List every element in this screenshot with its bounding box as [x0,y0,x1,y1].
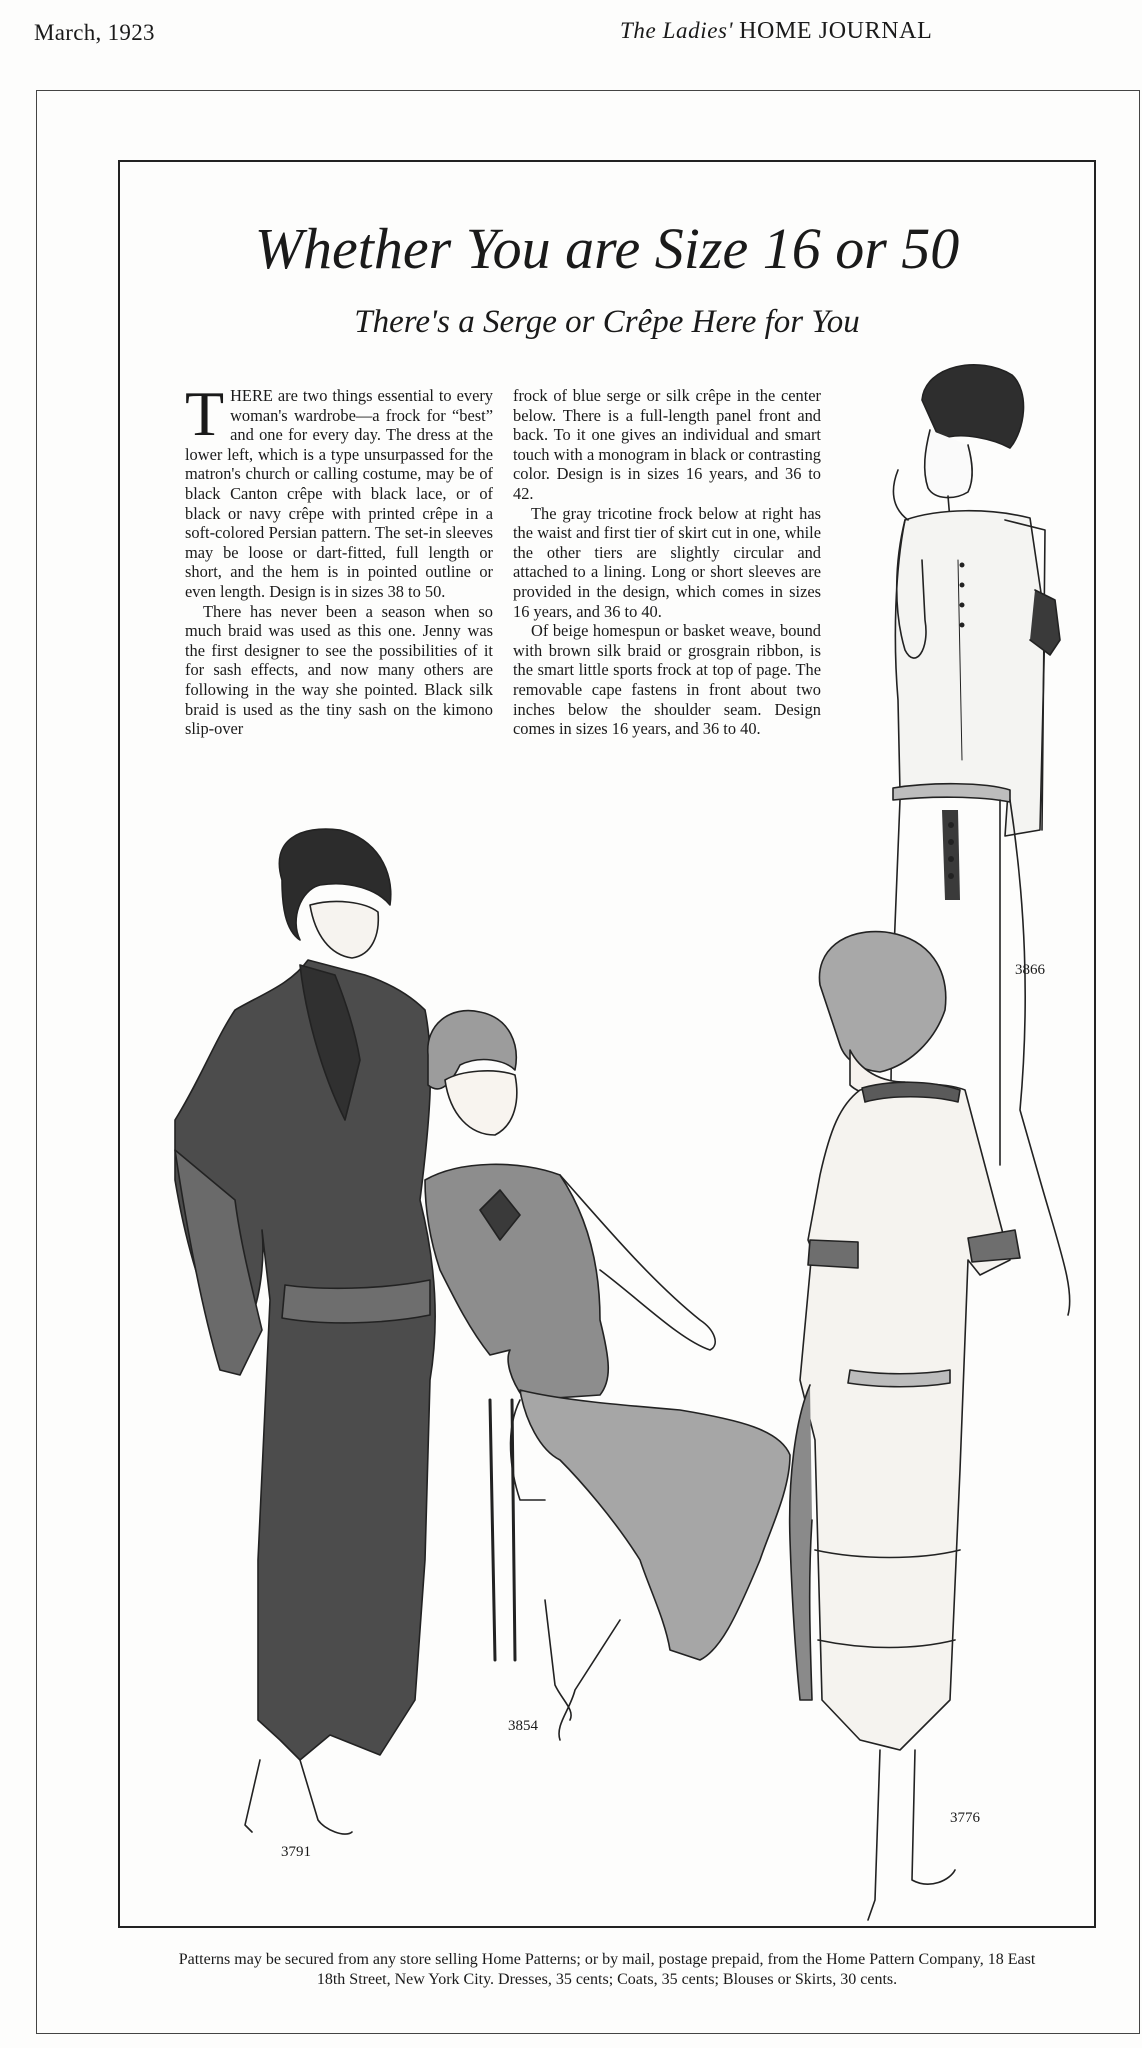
paragraph-text: HERE are two things essential to every woman's wardrobe—a frock for “best” and one for every day. The dress at the lower left, which is a type unsurpassed for the matron's church or calling costume, may be of black Canton crêpe with black lace, or of black or navy crêpe with printed crêpe in a soft-colored Persian pattern. The set-in sleeves may be loose or dart-fitted, full length or short, and the hem is in pointed outline or even length. Design is in sizes 38 to 50. [185,386,493,601]
figure-3776 [790,932,1020,1920]
footer-line-2: 18th Street, New York City. Dresses, 35 cents; Coats, 35 cents; Blouses or Skirts, 30 cents. [316,1971,898,1988]
pattern-number-3866: 3866 [1015,962,1045,978]
magazine-title-script: The Ladies' [620,18,734,43]
article-headline: Whether You are Size 16 or 50 [254,216,960,281]
pattern-number-3791: 3791 [281,1844,311,1860]
paragraph: There has never been a season when so much braid was used as this one. Jenny was the first designer to see the possibilities of it for sash effects, and now many others are following in the way she pointed. Black silk braid is used as the tiny sash on the kimono slip-over [185,601,493,739]
figure-3854 [425,1011,790,1740]
article-column-right [513,386,821,739]
figure-3791 [175,829,435,1834]
drop-cap: T [185,378,225,449]
issue-date: March, 1923 [34,20,155,45]
pattern-number-3854: 3854 [508,1718,538,1734]
pattern-number-3776: 3776 [950,1810,980,1826]
article-column-left [185,378,493,739]
paragraph: frock of blue serge or silk crêpe in the center below. There is a full-length panel front and back. To it one gives an individual and smart touch with a monogram in black or contrasting color. Design is in sizes 16 years, and 36 to 42. [513,386,821,503]
article-subheadline: There's a Serge or Crêpe Here for You [354,304,860,340]
pattern-ordering-note [118,1950,1096,1990]
footer-line-1: Patterns may be secured from any store selling Home Patterns; or by mail, postage prepaid, from the Home Pattern Company, 18 East [178,1951,1036,1968]
magazine-title-name: HOME JOURNAL [739,18,933,44]
paragraph: Of beige homespun or basket weave, bound with brown silk braid or grosgrain ribbon, is the smart little sports frock at top of page. The removable cape fastens in front about two inches below the shoulder seam. Design comes in sizes 16 years, and 36 to 40. [513,621,821,739]
paragraph [185,378,493,602]
paragraph: The gray tricotine frock below at right has the waist and first tier of skirt cut in one, while the other tiers are slightly circular and attached to a lining. Long or short sleeves are provided in the design, which comes in sizes 16 years, and 36 to 40. [513,503,821,621]
